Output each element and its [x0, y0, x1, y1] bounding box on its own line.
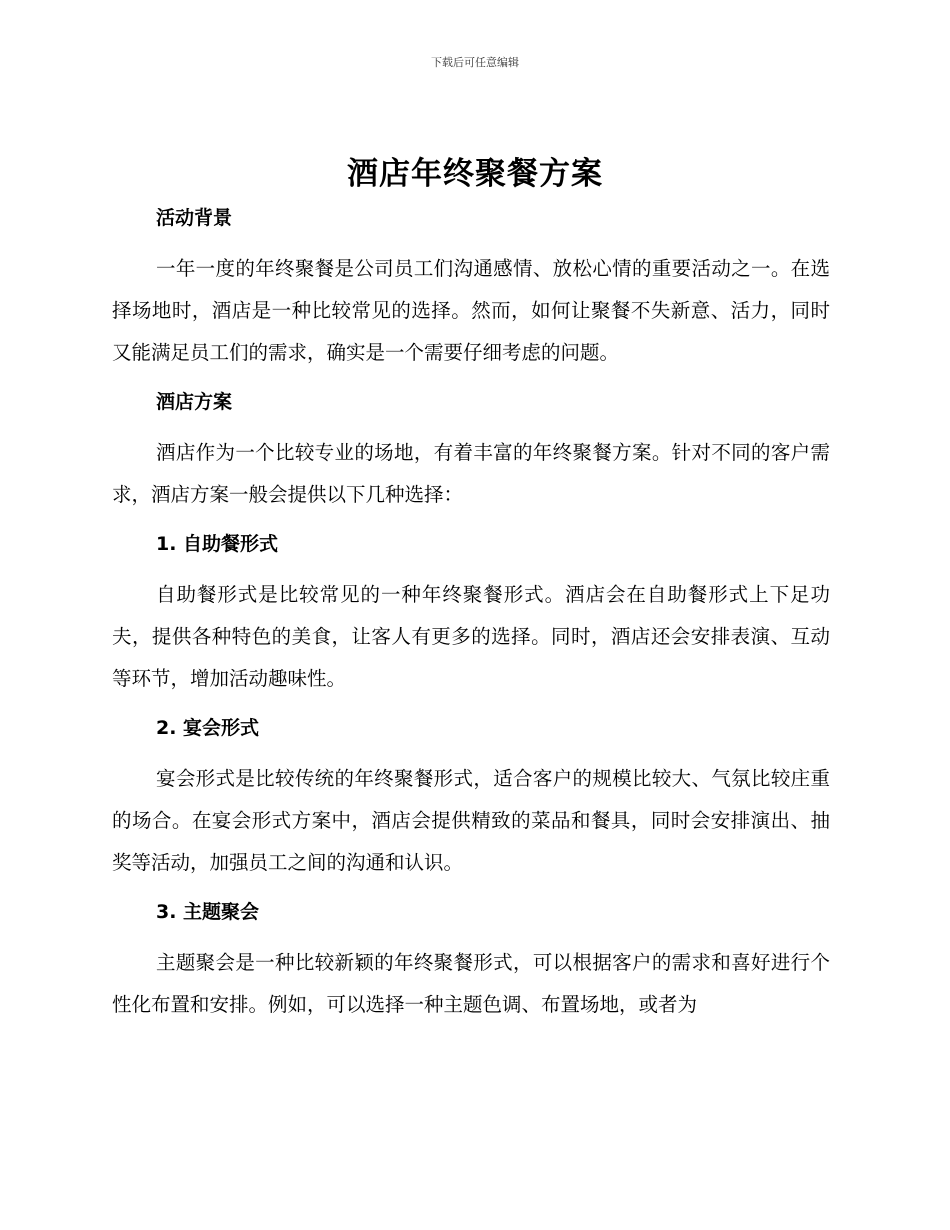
document-title: 酒店年终聚餐方案 — [347, 156, 603, 192]
document-body — [112, 196, 830, 1032]
section-paragraph-theme-party: 主题聚会是一种比较新颖的年终聚餐形式，可以根据客户的需求和喜好进行个性化布置和安排。例如，可以选择一种主题色调、布置场地，或者为 — [112, 951, 830, 1016]
section-paragraph-banquet: 宴会形式是比较传统的年终聚餐形式，适合客户的规模比较大、气氛比较庄重的场合。在宴会形式方案中，酒店会提供精致的菜品和餐具，同时会安排演出、抽奖等活动，加强员工之间的沟通和认识。 — [112, 767, 830, 874]
section-heading-banquet: 2. 宴会形式 — [156, 717, 260, 739]
section-paragraph-buffet: 自助餐形式是比较常见的一种年终聚餐形式。酒店会在自助餐形式上下足功夫，提供各种特色的美食，让客人有更多的选择。同时，酒店还会安排表演、互动等环节，增加活动趣味性。 — [112, 583, 830, 690]
section-paragraph-background: 一年一度的年终聚餐是公司员工们沟通感情、放松心情的重要活动之一。在选择场地时，酒店是一种比较常见的选择。然而，如何让聚餐不失新意、活力，同时又能满足员工们的需求，确实是一个需要仔细考虑的问题。 — [112, 257, 830, 364]
section-heading-background: 活动背景 — [156, 207, 233, 229]
section-paragraph-hotel-plan: 酒店作为一个比较专业的场地，有着丰富的年终聚餐方案。针对不同的客户需求，酒店方案一般会提供以下几种选择： — [112, 441, 830, 506]
section-heading-buffet: 1. 自助餐形式 — [156, 533, 279, 555]
section-heading-hotel-plan: 酒店方案 — [156, 391, 233, 413]
section-heading-theme-party: 3. 主题聚会 — [156, 901, 260, 923]
header-note: 下载后可任意编辑 — [431, 56, 519, 69]
